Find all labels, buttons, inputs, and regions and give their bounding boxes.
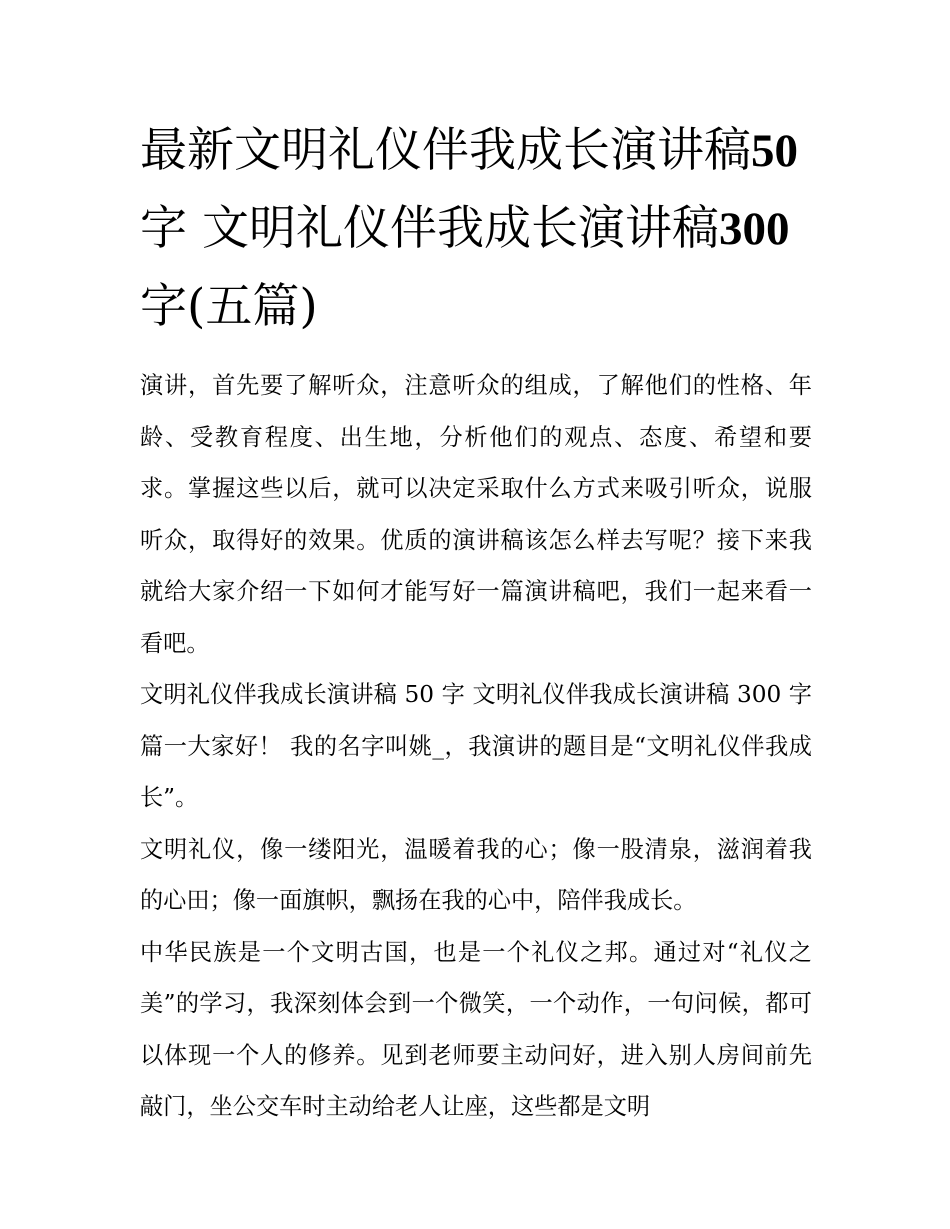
paragraph-speech-opening: 文明礼仪伴我成长演讲稿 50 字 文明礼仪伴我成长演讲稿 300 字篇一大家好！ 我的名字叫姚_，我演讲的题目是“文明礼仪伴我成长”。 (140, 681, 812, 811)
title-number-300: 300 (718, 203, 790, 255)
paragraph-civilization: 中华民族是一个文明古国，也是一个礼仪之邦。通过对“礼仪之美”的学习，我深刻体会到一个微笑，一个动作，一句问候，都可以体现一个人的修养。见到老师要主动问好，进入别人房间前先敲门，坐公交车时主动给老人让座，这些都是文明 (140, 938, 812, 1120)
document-page (140, 112, 812, 1133)
paragraph-intro: 演讲，首先要了解听众，注意听众的组成，了解他们的性格、年龄、受教育程度、出生地，分析他们的观点、态度、希望和要求。掌握这些以后，就可以决定采取什么方式来吸引听众，说服听众，取得好的效果。优质的演讲稿该怎么样去写呢？接下来我就给大家介绍一下如何才能写好一篇演讲稿吧，我们一起来看一看吧。 (140, 372, 812, 657)
title-part-1: 最新文明礼仪伴我成长演讲稿 (140, 123, 751, 178)
document-body (140, 360, 812, 1133)
document-title (140, 112, 812, 346)
title-number-50: 50 (751, 125, 798, 177)
title-part-3: 字(五篇) (140, 279, 318, 334)
title-part-2: 字 文明礼仪伴我成长演讲稿 (140, 201, 719, 256)
paragraph-etiquette-metaphor: 文明礼仪，像一缕阳光，温暖着我的心；像一股清泉，滋润着我的心田；像一面旗帜，飘扬在我的心中，陪伴我成长。 (140, 835, 812, 914)
